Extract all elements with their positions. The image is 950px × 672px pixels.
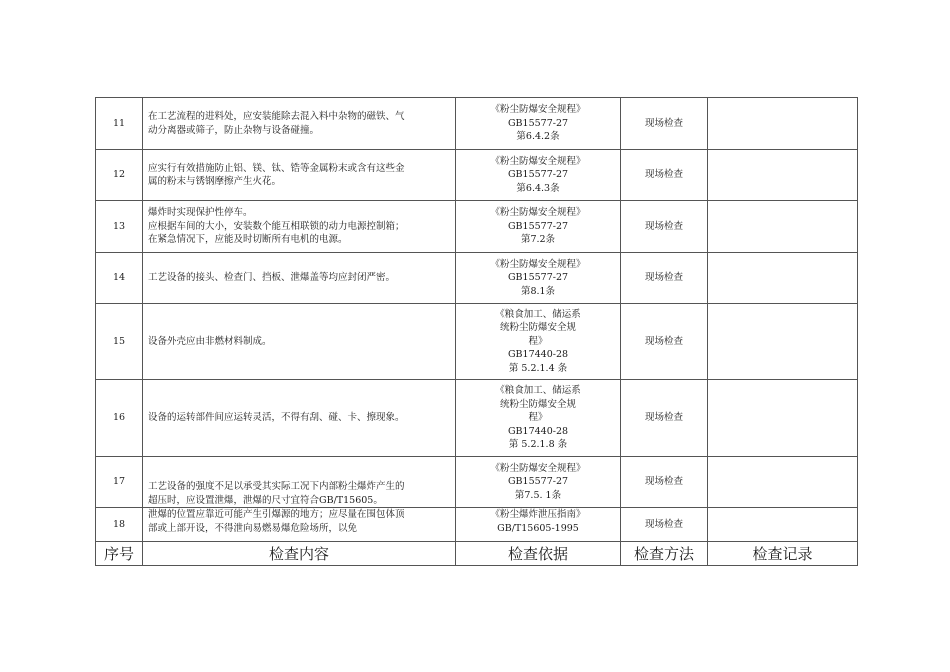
- header-basis: 检查依据: [456, 542, 621, 566]
- check-content: 工艺设备的接头、检查门、挡板、泄爆盖等均应封闭严密。: [143, 253, 456, 304]
- check-content: 爆炸时实现保护性停车。 应根据车间的大小，安装数个能互相联锁的动力电源控制箱； 在紧急情况下，应能及时切断所有电机的电源。: [143, 201, 456, 253]
- check-method: 现场检查: [621, 304, 708, 380]
- check-content: 工艺设备的强度不足以承受其实际工况下内部粉尘爆炸产生的 超压时，应设置泄爆，泄爆的尺寸宜符合GB/T15605。: [143, 457, 456, 508]
- table-row: [96, 201, 858, 253]
- check-basis: 《粮食加工、储运系 统粉尘防爆安全规 程》 GB17440-28 第 5.2.1.4 条: [456, 304, 621, 380]
- check-record: [708, 304, 858, 380]
- table-row: [96, 304, 858, 380]
- check-method: 现场检查: [621, 380, 708, 457]
- check-basis: 《粉尘爆炸泄压指南》 GB/T15605-1995: [456, 508, 621, 542]
- row-number: 13: [96, 201, 143, 253]
- check-record: [708, 98, 858, 150]
- row-number: 18: [96, 508, 143, 542]
- check-method: 现场检查: [621, 98, 708, 150]
- check-basis: 《粮食加工、储运系 统粉尘防爆安全规 程》 GB17440-28 第 5.2.1.8 条: [456, 380, 621, 457]
- table-row: [96, 457, 858, 508]
- check-record: [708, 508, 858, 542]
- row-number: 11: [96, 98, 143, 150]
- check-method: 现场检查: [621, 150, 708, 201]
- table-row: [96, 380, 858, 457]
- check-content: 应实行有效措施防止铝、镁、钛、锆等金属粉末或含有这些金 属的粉末与锈钢摩擦产生火花。: [143, 150, 456, 201]
- header-row: [96, 542, 858, 566]
- check-method: 现场检查: [621, 457, 708, 508]
- header-method: 检查方法: [621, 542, 708, 566]
- check-basis: 《粉尘防爆安全规程》 GB15577-27 第7.2条: [456, 201, 621, 253]
- inspection-table: [95, 97, 858, 566]
- row-number: 12: [96, 150, 143, 201]
- check-basis: 《粉尘防爆安全规程》 GB15577-27 第8.1条: [456, 253, 621, 304]
- table-row: [96, 150, 858, 201]
- check-content: 设备的运转部件间应运转灵活，不得有刮、碰、卡、擦现象。: [143, 380, 456, 457]
- check-content: 在工艺流程的进料处，应安装能除去混入料中杂物的磁铁、气 动分离器或筛子，防止杂物与设备碰撞。: [143, 98, 456, 150]
- row-number: 15: [96, 304, 143, 380]
- header-content: 检查内容: [143, 542, 456, 566]
- check-method: 现场检查: [621, 201, 708, 253]
- header-record: 检查记录: [708, 542, 858, 566]
- check-record: [708, 457, 858, 508]
- row-number: 17: [96, 457, 143, 508]
- check-content: 设备外壳应由非燃材料制成。: [143, 304, 456, 380]
- check-method: 现场检查: [621, 508, 708, 542]
- table-row: [96, 253, 858, 304]
- row-number: 16: [96, 380, 143, 457]
- table-row: [96, 98, 858, 150]
- table-row: [96, 508, 858, 542]
- check-basis: 《粉尘防爆安全规程》 GB15577-27 第7.5. 1条: [456, 457, 621, 508]
- check-basis: 《粉尘防爆安全规程》 GB15577-27 第6.4.3条: [456, 150, 621, 201]
- check-method: 现场检查: [621, 253, 708, 304]
- check-content: 泄爆的位置应靠近可能产生引爆源的地方；应尽量在围包体顶 部或上部开设，不得泄向易燃易爆危险场所，以免: [143, 508, 456, 542]
- check-record: [708, 201, 858, 253]
- check-record: [708, 253, 858, 304]
- check-record: [708, 150, 858, 201]
- check-record: [708, 380, 858, 457]
- header-num: 序号: [96, 542, 143, 566]
- check-basis: 《粉尘防爆安全规程》 GB15577-27 第6.4.2条: [456, 98, 621, 150]
- row-number: 14: [96, 253, 143, 304]
